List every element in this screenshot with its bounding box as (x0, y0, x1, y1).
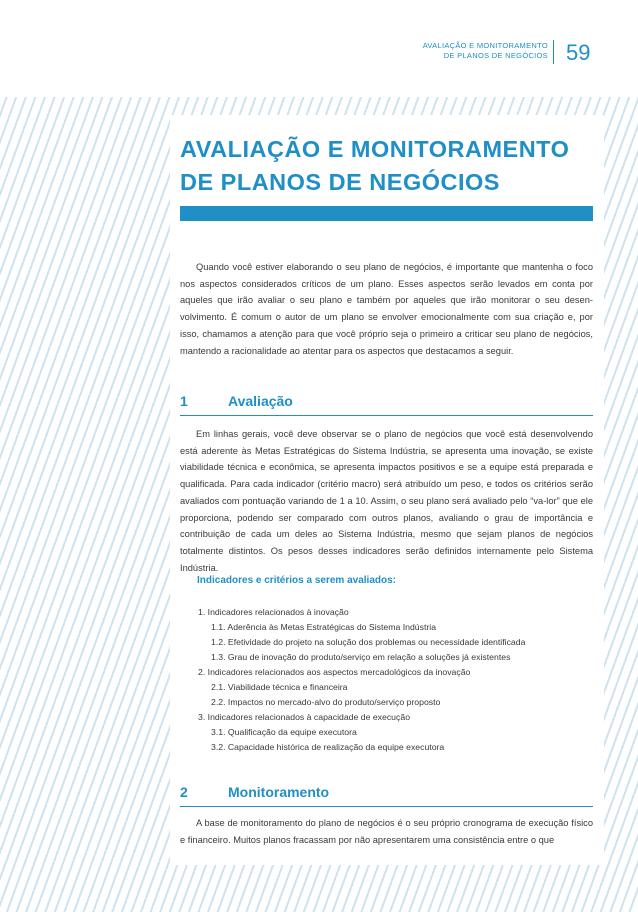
intro-paragraph: Quando você estiver elaborando o seu plano de negócios, é importante que mantenha o foco nos aspectos considerados críticos de um plano. Esses aspectos serão levados em conta por aqueles que irão avaliar o seu plano e também por aqueles que irão monitorar o seu desen-volvimento. É comum o autor de um plano se envolver emocionalmente com sua criação e, por isso, chamamos a atenção para que você próprio seja o primeiro a criticar seu plano de negócios, mantendo a racionalidade ao atentar para os aspectos que destacamos a seguir. (180, 262, 593, 356)
criteria-subheading: Indicadores e critérios a serem avaliados: (197, 575, 396, 586)
list-item: 3. Indicadores relacionados à capacidade de execução (198, 712, 411, 722)
section-number: 2 (180, 784, 188, 800)
list-item: 2.1. Viabilidade técnica e financeira (211, 682, 348, 692)
list-item: 2.2. Impactos no mercado-alvo do produto/serviço proposto (211, 697, 441, 707)
title-accent-bar (180, 206, 593, 221)
list-item: 1.3. Grau de inovação do produto/serviço em relação a soluções já existentes (211, 652, 511, 662)
header-divider (553, 40, 554, 64)
page-title: AVALIAÇÃO E MONITORAMENTO DE PLANOS DE NEGÓCIOS (180, 136, 570, 195)
section-heading-monitoramento (180, 784, 593, 807)
list-item: 2. Indicadores relacionados aos aspectos mercadológicos da inovação (198, 667, 471, 677)
section-number: 1 (180, 393, 188, 409)
list-item: 3.2. Capacidade histórica de realização da equipe executora (211, 742, 445, 752)
monitoramento-paragraph: A base de monitoramento do plano de negócios é o seu próprio cronograma de execução físico e financeiro. Muitos planos fracassam por não apresentarem uma consistência entre o que (180, 818, 593, 845)
section-title: Avaliação (228, 393, 293, 409)
running-header (398, 41, 548, 61)
running-header-line1: AVALIAÇÃO E MONITORAMENTO (422, 41, 548, 50)
section-title: Monitoramento (228, 784, 330, 800)
list-item: 1. Indicadores relacionados à inovação (198, 607, 349, 617)
page-number: 59 (566, 40, 591, 65)
section-heading-avaliacao (180, 393, 593, 416)
running-header-line2: DE PLANOS DE NEGÓCIOS (443, 51, 548, 60)
list-item: 1.2. Efetividade do projeto na solução dos problemas ou necessidade identificada (211, 637, 526, 647)
avaliacao-paragraph: Em linhas gerais, você deve observar se o plano de negócios que você está desenvolvendo está aderente às Metas Estratégicas do Sistema Indústria, se apresenta uma inovação, se existe viabilidade técnica e econômica, se apresenta impactos positivos e se a equipe está preparada e qualificada. Para cada indicador (critério macro) será atribuído um peso, e todos os critérios serão avaliados com pontuação variando de 1 a 10. Assim, o seu plano será avaliado pelo “va-lor” que ele proporciona, podendo ser comparado com outros planos, avaliando o grau de importância e contribuição de cada um deles ao Sistema Indústria, mesmo que sejam planos de negócios totalmente distintos. Os pesos desses indicadores serão definidos internamente pelo Sistema Indústria. (180, 429, 593, 573)
list-item: 3.1. Qualificação da equipe executora (211, 727, 357, 737)
list-item: 1.1. Aderência às Metas Estratégicas do Sistema Indústria (211, 622, 437, 632)
